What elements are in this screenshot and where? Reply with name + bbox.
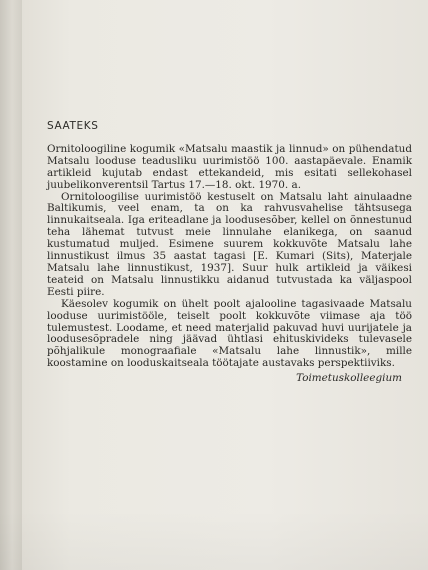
section-heading: SAATEKS (47, 120, 99, 132)
paragraph-2: Ornitoloogilise uurimistöö kestuselt on Matsalu laht ainulaadne Baltikumis, veel enam, ta on ka rahvusvahelise tähtsusega linnukaitseala. Iga eriteadlane ja loodusesõber, kellel on õnnestunud teha lähemat tutvust meie linnulahe elanikega, on saanud kustumatud muljed. Esimene suurem kokkuvõte Matsalu lahe linnustikust ilmus 35 aastat tagasi [E. Kumari (Sits), Materjale Matsalu lahe linnustikust, 1937]. Suur hulk artikleid ja väikesi teateid on Matsalu linnustikku aidanud tutvustada ka väljaspool Eesti piire. (47, 190, 412, 298)
book-spine-edge (0, 0, 22, 570)
paragraph-1: Ornitoloogiline kogumik «Matsalu maastik ja linnud» on pühendatud Matsalu looduse teadusliku uurimistöö 100. aastapäevale. Enamik artikleid kujutab endast ettekandeid, mis esitati sellekohasel juubelikonverentsil Tartus 17.—18. okt. 1970. a. (47, 142, 412, 191)
signature: Toimetuskolleegium (296, 372, 402, 385)
page-text-block (47, 121, 412, 385)
paragraph-3: Käesolev kogumik on ühelt poolt ajalooline tagasivaade Matsalu looduse uurimistööle, teiselt poolt kokkuvõte viimase aja töö tulemustest. Loodame, et need materjalid pakuvad huvi uurijatele ja loodusesõpradele ning jäävad ühtlasi ehituskivideks tulevasele põhjalikule monograafiale «Matsalu lahe linnustik», mille koostamine on looduskaitseala töötajate austavaks perspektiiviks. (47, 297, 412, 370)
